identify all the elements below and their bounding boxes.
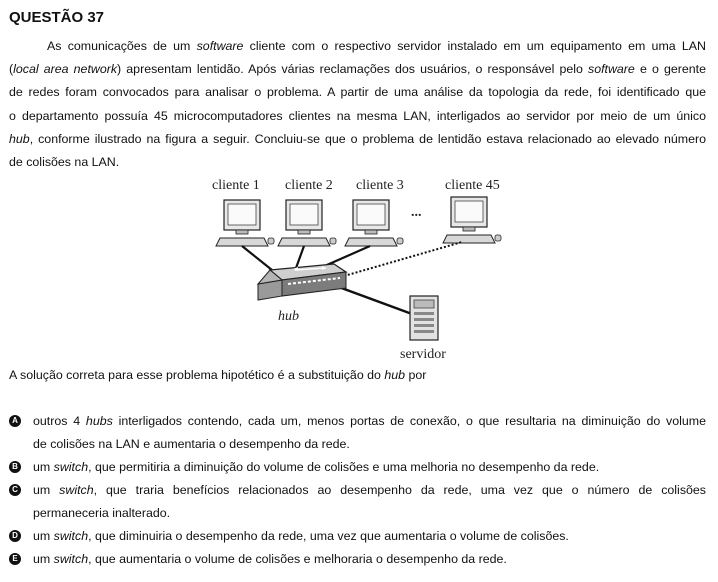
intro-paragraph — [9, 35, 706, 174]
intro-line-1: As comunicações de um software cliente com o respectivo servidor instalado em um equipamento em uma LAN — [47, 39, 706, 53]
server-icon — [410, 296, 438, 340]
network-diagram — [200, 172, 520, 364]
hub-label: hub — [278, 309, 299, 324]
client-computer-icon — [278, 200, 336, 246]
option-d[interactable]: D um switch, que diminuiria o desempenho da rede, uma vez que aumentaria o volume de colisões. — [9, 525, 706, 548]
client-computer-icon — [443, 197, 501, 243]
intro-line-3: de redes foram convocados para analisar o problema. A partir de uma análise da topologia da rede, foi identificado que — [9, 85, 706, 100]
intro-line-5: hub, conforme ilustrado na figura a seguir. Concluiu-se que o problema de lentidão estava relacionado ao elevado número — [9, 131, 706, 146]
option-c[interactable]: C um switch, que traria benefícios relacionados ao desempenho da rede, uma vez que o número de colisões permaneceria inalterado. — [9, 479, 706, 525]
intro-line-4: o departamento possuía 45 microcomputadores clientes na mesma LAN, interligados ao servidor por meio de um único — [9, 108, 706, 123]
option-a[interactable]: A outros 4 hubs interligados contendo, cada um, menos portas de conexão, o que resultaria na diminuição do volume de colisões na LAN e aumentaria o desempenho da rede. — [9, 410, 706, 456]
client-label-3: cliente 3 — [356, 178, 404, 193]
option-letter-icon: A — [9, 415, 21, 427]
option-letter-icon: B — [9, 461, 21, 473]
intro-line-2: (local area network) apresentam lentidão. Após várias reclamações dos usuários, o responsável pelo software e o gerente — [9, 62, 706, 77]
option-letter-icon: C — [9, 484, 21, 496]
option-b[interactable]: B um switch, que permitiria a diminuição do volume de colisões e uma melhoria no desempenho da rede. — [9, 456, 706, 479]
option-letter-icon: E — [9, 553, 21, 565]
client-label-2: cliente 2 — [285, 178, 333, 193]
question-stem: A solução correta para esse problema hipotético é a substituição do hub por — [9, 368, 427, 382]
client-computer-icon — [216, 200, 274, 246]
server-label: servidor — [400, 347, 446, 362]
client-computer-icon — [345, 200, 403, 246]
question-heading: QUESTÃO 37 — [9, 9, 105, 26]
answer-options — [9, 410, 706, 571]
intro-line-6: de colisões na LAN. — [9, 155, 120, 170]
option-e[interactable]: E um switch, que aumentaria o volume de colisões e melhoraria o desempenho da rede. — [9, 548, 706, 571]
ellipsis: ... — [411, 205, 422, 220]
client-label-45: cliente 45 — [445, 178, 500, 193]
hub-device-icon — [258, 264, 346, 300]
option-letter-icon: D — [9, 530, 21, 542]
client-label-1: cliente 1 — [212, 178, 260, 193]
